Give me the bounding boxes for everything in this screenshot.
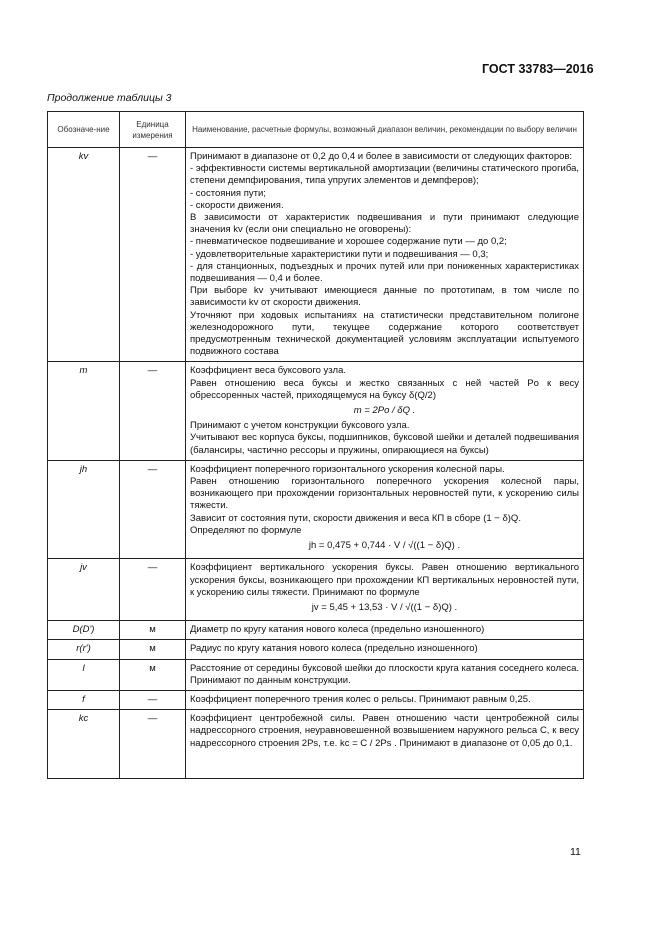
symbol-cell: kc — [48, 710, 120, 779]
description-cell: Расстояние от середины буксовой шейки до плоскости круга катания соседнего колеса. Принимают по данным конструкции. — [186, 659, 584, 690]
text-line: Коэффициент веса буксового узла. — [190, 365, 347, 377]
description-cell: Радиус по кругу катания нового колеса (предельно изношенного) — [186, 640, 584, 659]
formula-m: m = 2Po / δQ . — [353, 405, 416, 417]
text-line: Принимают с учетом конструкции буксового узла. — [190, 420, 410, 432]
unit-cell: — — [120, 710, 186, 779]
unit-cell: — — [120, 148, 186, 362]
text-line: Коэффициент вертикального ускорения буксы. Равен отношению вертикального ускорения буксы, возникающего при прохождении КП вертикальных неровностей пути, к ускорению силы тяжести. Принимают по формуле — [190, 562, 579, 598]
table-row — [48, 148, 584, 362]
standard-number: ГОСТ 33783—2016 — [482, 62, 594, 76]
unit-cell: — — [120, 690, 186, 709]
table-row — [48, 362, 584, 460]
symbol-cell: l — [48, 659, 120, 690]
description-cell — [186, 362, 584, 460]
text-line: - состояния пути; — [190, 187, 266, 199]
text-line: При выборе kv учитывают имеющиеся данные по прототипам, в том числе по зависимости kv от скорости движения. — [190, 285, 579, 309]
table-row — [48, 710, 584, 779]
unit-cell: — — [120, 460, 186, 558]
column-header-description: Наименование, расчетные формулы, возможный диапазон величин, рекомендации по выбору величин — [186, 112, 584, 148]
table-row — [48, 621, 584, 640]
description-cell: Диаметр по кругу катания нового колеса (предельно изношенного) — [186, 621, 584, 640]
column-header-designation: Обозначе-ние — [48, 112, 120, 148]
parameters-table — [47, 111, 584, 779]
text-line: - удовлетворительные характеристики пути и подвешивания — 0,3; — [190, 248, 489, 260]
unit-cell: м — [120, 640, 186, 659]
symbol-cell: r(r') — [48, 640, 120, 659]
table-row — [48, 690, 584, 709]
table-row — [48, 659, 584, 690]
description-cell — [186, 148, 584, 362]
text-line: - эффективности системы вертикальной амортизации (величины статического прогиба, степени демпфирования, типа упругих элементов и демпферов); — [190, 163, 579, 187]
text-line: Принимают в диапазоне от 0,2 до 0,4 и более в зависимости от следующих факторов: — [190, 151, 573, 162]
symbol-cell: D(D') — [48, 621, 120, 640]
text-line: Равен отношению веса буксы и жестко связанных с ней частей Po к весу обрессоренных частей, приходящемуся на буксу δ(Q/2) — [190, 377, 579, 401]
table-row — [48, 559, 584, 621]
text-line: Равен отношению горизонтального поперечного ускорения колесной пары, возникающего при прохождении горизонтальных неровностей пути, к ускорению силы тяжести. — [190, 476, 579, 512]
text-line: Уточняют при ходовых испытаниях на статистически представительном полигоне железнодорожного пути, текущее содержание которого соответствует предусмотренным технической документацией условиям эксплуатации испытуемого подвижного состава — [190, 309, 579, 358]
page-number: 11 — [570, 846, 581, 858]
table-header-row — [48, 112, 584, 148]
text-line: Определяют по формуле — [190, 524, 302, 536]
symbol-cell: kv — [48, 148, 120, 362]
description-cell — [186, 460, 584, 558]
text-line: В зависимости от характеристик подвешивания и пути принимают следующие значения kv (если они специально не оговорены): — [190, 212, 579, 236]
formula-jh: jh = 0,475 + 0,744 · V / √((1 − δ)Q) . — [308, 540, 461, 552]
unit-cell: — — [120, 559, 186, 621]
description-cell — [186, 559, 584, 621]
unit-cell: м — [120, 659, 186, 690]
table-continuation-label: Продолжение таблицы 3 — [47, 92, 172, 104]
text-line: - пневматическое подвешивание и хорошее содержание пути — до 0,2; — [190, 236, 507, 248]
unit-cell: м — [120, 621, 186, 640]
text-line: Коэффициент центробежной силы. Равен отношению части центробежной силы надрессорного строения, неуравновешенной возвышением наружного рельса C, к весу надрессорного строения 2Ps, т.е. kc = C / 2Ps . Принимают в диапазоне от 0,05 до 0,1. — [190, 713, 579, 749]
table-row — [48, 640, 584, 659]
table-row — [48, 460, 584, 558]
symbol-cell: jh — [48, 460, 120, 558]
symbol-cell: m — [48, 362, 120, 460]
text-line: Учитывают вес корпуса буксы, подшипников, буксовой шейки и деталей подвешивания (балансиры, частично рессоры и пружины, опирающиеся на буксы) — [190, 432, 579, 456]
unit-cell: — — [120, 362, 186, 460]
text-line: Коэффициент поперечного горизонтального ускорения колесной пары. — [190, 463, 505, 475]
symbol-cell: f — [48, 690, 120, 709]
column-header-unit: Единица измерения — [120, 112, 186, 148]
text-line: - для станционных, подъездных и прочих путей или при пониженных характеристиках подвешивания — 0,4 и более. — [190, 260, 579, 285]
symbol-cell: jv — [48, 559, 120, 621]
description-cell: Коэффициент поперечного трения колес о рельсы. Принимают равным 0,25. — [186, 690, 584, 709]
text-line: Зависит от состояния пути, скорости движения и веса КП в сборе (1 − δ)Q. — [190, 512, 521, 524]
description-cell — [186, 710, 584, 779]
formula-jv: jv = 5,45 + 13,53 · V / √((1 − δ)Q) . — [311, 601, 458, 613]
text-line: - скорости движения. — [190, 199, 284, 211]
